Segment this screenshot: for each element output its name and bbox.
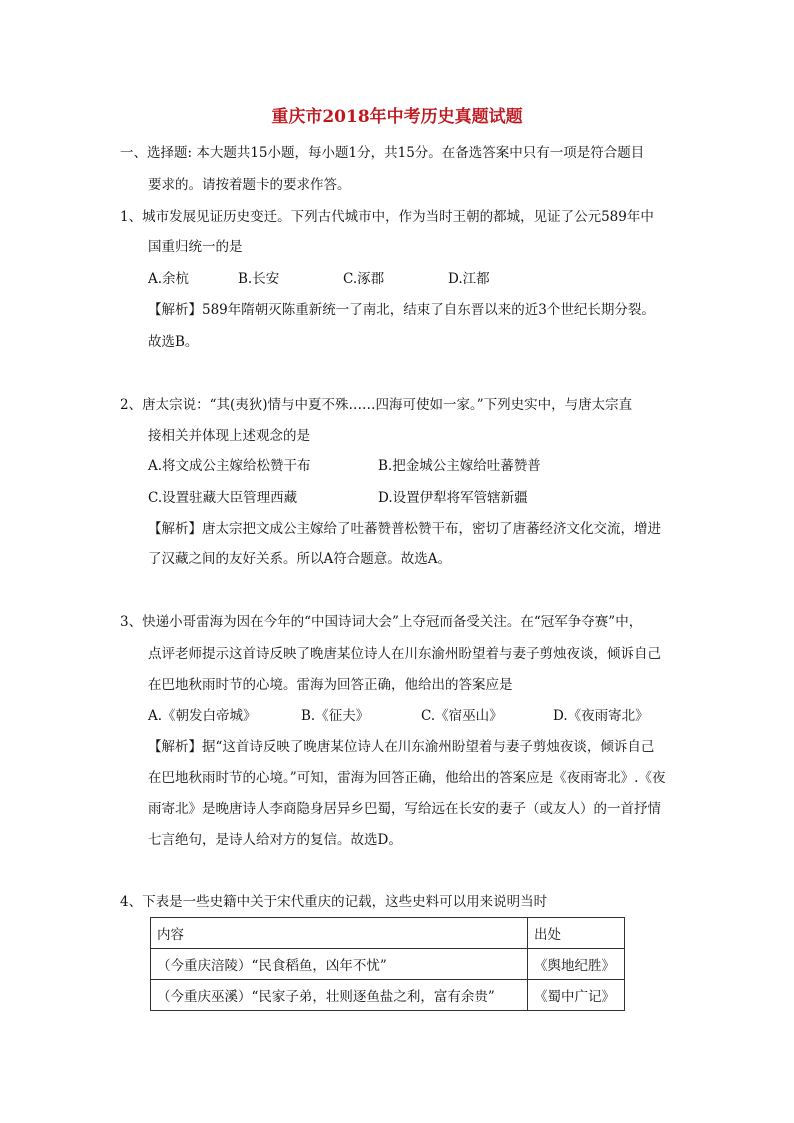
q3-option-a: A.《朝发白帝城》 bbox=[148, 708, 257, 724]
table-row bbox=[151, 949, 625, 980]
q3-option-b: B.《征夫》 bbox=[301, 708, 370, 724]
q2-option-c: C.设置驻藏大臣管理西藏 bbox=[148, 490, 298, 506]
q1-option-b: B.长安 bbox=[238, 271, 280, 287]
source-table bbox=[150, 917, 625, 1011]
question-2-stem-cont: 接相关并体现上述观念的是 bbox=[148, 428, 310, 444]
q1-analysis: 【解析】589年隋朝灭陈重新统一了南北，结束了自东晋以来的近3个世纪长期分裂。 bbox=[148, 302, 655, 318]
q2-analysis: 【解析】唐太宗把文成公主嫁给了吐蕃赞普松赞干布，密切了唐蕃经济文化交流，增进 bbox=[148, 521, 661, 537]
q2-option-a: A.将文成公主嫁给松赞干布 bbox=[148, 458, 311, 474]
q3-analysis-cont3: 七言绝句，是诗人给对方的复信。故选D。 bbox=[148, 832, 402, 848]
q1-option-c: C.涿郡 bbox=[343, 271, 385, 287]
question-1-stem: 1、城市发展见证历史变迁。下列古代城市中，作为当时王朝的都城，见证了公元589年中 bbox=[120, 209, 654, 225]
q3-option-d: D.《夜雨寄北》 bbox=[553, 708, 649, 724]
q2-analysis-cont: 了汉藏之间的友好关系。所以A符合题意。故选A。 bbox=[148, 551, 451, 567]
table-cell-source: 《舆地纪胜》 bbox=[528, 949, 625, 980]
q1-option-a: A.余杭 bbox=[148, 271, 190, 287]
q2-option-b: B.把金城公主嫁给吐蕃赞普 bbox=[378, 458, 541, 474]
question-3-stem: 3、快递小哥雷海为因在今年的“中国诗词大会”上夺冠而备受关注。在“冠军争夺赛”中， bbox=[120, 614, 643, 630]
q3-analysis-cont2: 雨寄北》是晚唐诗人李商隐身居异乡巴蜀，写给远在长安的妻子（或友人）的一首抒情 bbox=[148, 801, 661, 817]
page-title: 重庆市2018年中考历史真题试题 bbox=[271, 107, 523, 127]
question-1-stem-cont: 国重归统一的是 bbox=[148, 239, 243, 255]
table-header-source: 出处 bbox=[528, 918, 625, 949]
q1-option-d: D.江都 bbox=[448, 271, 490, 287]
q2-option-d: D.设置伊犁将军管辖新疆 bbox=[378, 490, 528, 506]
question-3-stem-cont2: 在巴地秋雨时节的心境。雷海为回答正确，他给出的答案应是 bbox=[148, 677, 513, 693]
q3-option-c: C.《宿巫山》 bbox=[421, 708, 503, 724]
section-instruction-line2: 要求的。请按着题卡的要求作答。 bbox=[148, 177, 351, 193]
table-header-row bbox=[151, 918, 625, 949]
question-2-stem: 2、唐太宗说：“其(夷狄)情与中夏不殊……四海可使如一家。”下列史实中，与唐太宗直 bbox=[120, 397, 633, 413]
table-cell-content: （今重庆巫溪）“民家子弟，壮则逐鱼盐之利，富有余贵” bbox=[151, 980, 528, 1011]
q1-analysis-cont: 故选B。 bbox=[148, 334, 199, 350]
question-3-stem-cont: 点评老师提示这首诗反映了晚唐某位诗人在川东渝州盼望着与妻子剪烛夜谈，倾诉自己 bbox=[148, 646, 661, 662]
table-header-content: 内容 bbox=[151, 918, 528, 949]
section-instruction-line1: 一、选择题: 本大题共15小题，每小题1分，共15分。在备选答案中只有一项是符合题目 bbox=[120, 145, 645, 161]
table-row bbox=[151, 980, 625, 1011]
table-cell-source: 《蜀中广记》 bbox=[528, 980, 625, 1011]
question-4-stem: 4、下表是一些史籍中关于宋代重庆的记载，这些史料可以用来说明当时 bbox=[120, 894, 548, 910]
q3-analysis: 【解析】据“这首诗反映了晚唐某位诗人在川东渝州盼望着与妻子剪烛夜谈，倾诉自己 bbox=[148, 739, 655, 755]
q3-analysis-cont: 在巴地秋雨时节的心境。”可知，雷海为回答正确，他给出的答案应是《夜雨寄北》.《夜 bbox=[148, 770, 666, 786]
table-cell-content: （今重庆涪陵）“民食稻鱼，凶年不忧” bbox=[151, 949, 528, 980]
